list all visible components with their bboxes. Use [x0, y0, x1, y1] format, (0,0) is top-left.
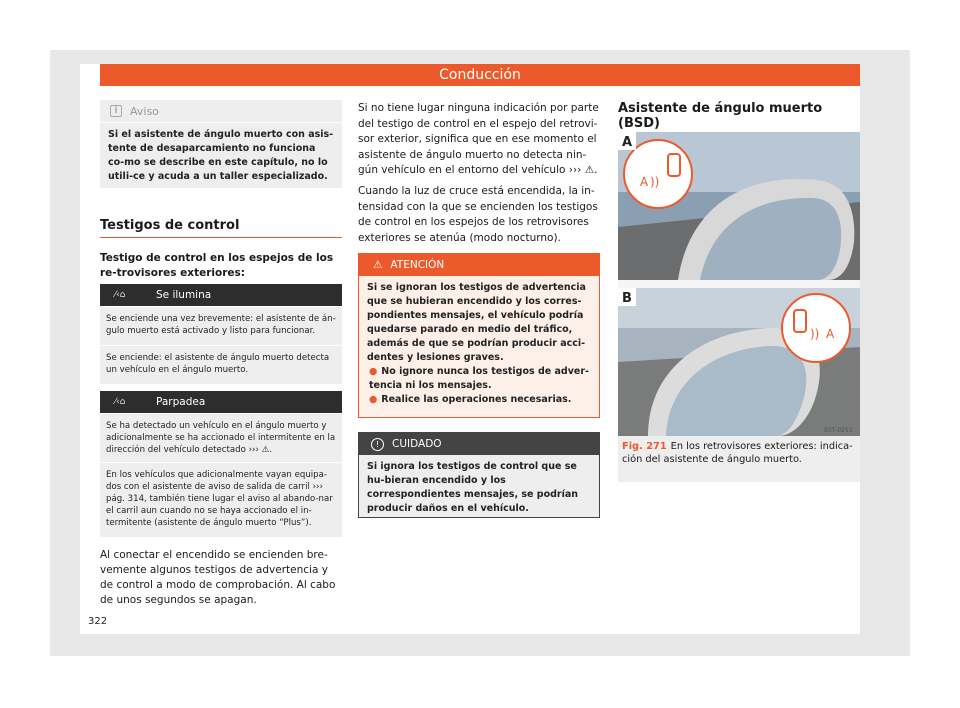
table-row: Se enciende una vez brevemente: el asistente de án-gulo muerto está activado y listo para funcionar.: [100, 307, 342, 345]
cuidado-box: [358, 432, 600, 518]
figure-code: B5T-0253: [824, 427, 853, 434]
atencion-title: ATENCIÓN: [390, 259, 445, 271]
info-icon: i: [110, 105, 122, 117]
figure-caption: [618, 436, 860, 482]
table-row: En los vehículos que adicionalmente vayan equipa-dos con el asistente de aviso de salida de carril ››› pág. 314, también tiene lugar el aviso al abando-nar el carril aun cuando no se haya accionado el in-termitente (asistente de ángulo muerto “Plus”).: [100, 463, 342, 537]
svg-text:A: A: [826, 327, 835, 341]
section-intro: Testigo de control en los espejos de los re-trovisores exteriores:: [100, 252, 334, 279]
section-title-testigos: Testigos de control: [100, 218, 342, 238]
cuidado-text: Si ignora los testigos de control que se hu-bieran encendido y los correspondientes mensajes, se podrían producir daños en el vehículo.: [367, 461, 579, 514]
chapter-header: Conducción: [100, 64, 860, 86]
aviso-text: Si el asistente de ángulo muerto con asis-tente de desaparcamiento no funciona co-mo se describe en este capítulo, no lo utili-ce y acuda a un taller especializado.: [108, 129, 334, 182]
svg-text:)): )): [650, 175, 660, 189]
aviso-box: [100, 100, 342, 188]
table-header-ilumina: [100, 284, 342, 306]
table-heading: Se ilumina: [156, 289, 212, 301]
exclamation-circle-icon: !: [371, 438, 384, 451]
page-number: 322: [88, 616, 108, 627]
atencion-bullet-text: Realice las operaciones necesarias.: [381, 394, 572, 405]
atencion-bullet: ● Realice las operaciones necesarias.: [369, 394, 572, 405]
figure-mirrors: [618, 132, 860, 436]
section-title-bsd: Asistente de ángulo muerto (BSD): [618, 101, 860, 137]
svg-text:A: A: [640, 175, 649, 189]
cuidado-title: CUIDADO: [392, 438, 442, 450]
callout-circle-a: [624, 140, 692, 208]
table-row: Se enciende: el asistente de ángulo muerto detecta un vehículo en el ángulo muerto.: [100, 346, 342, 384]
table-row: Se ha detectado un vehículo en el ángulo muerto y adicionalmente se ha accionado el intermitente en la dirección del vehículo detectado ››› ⚠.: [100, 414, 342, 462]
table-heading: Parpadea: [156, 396, 206, 408]
blind-spot-warning-icon: ⁄‹⌂: [114, 397, 126, 407]
atencion-header: [359, 254, 599, 276]
paragraph: Cuando la luz de cruce está encendida, la in-tensidad con la que se encienden los testigos de control en los espejos de los retrovisores exteriores se atenúa (modo nocturno).: [358, 185, 598, 244]
aviso-title: Aviso: [130, 104, 159, 118]
atencion-bullet-text: No ignore nunca los testigos de adver-tencia ni los mensajes.: [369, 366, 589, 391]
atencion-text: Si se ignoran los testigos de advertencia que se hubieran encendido y los corres-pondientes mensajes, el vehículo podría quedarse parado en medio del tráfico, además de que se podrían producir acci-dentes y lesiones graves.: [367, 282, 586, 363]
figure-label-a: A: [622, 135, 633, 150]
figure-number: Fig. 271: [622, 441, 667, 452]
table-header-parpadea: [100, 391, 342, 413]
atencion-bullet: ● No ignore nunca los testigos de adver-tencia ni los mensajes.: [369, 366, 589, 391]
atencion-body: [359, 276, 599, 412]
atencion-box: [358, 253, 600, 418]
svg-text:)): )): [810, 327, 820, 341]
warning-triangle-icon: ⚠: [373, 259, 383, 271]
figure-caption-text: En los retrovisores exteriores: indica-ción del asistente de ángulo muerto.: [622, 441, 853, 465]
aviso-header: [100, 100, 342, 123]
cuidado-header: [359, 433, 599, 455]
paragraph: Si no tiene lugar ninguna indicación por parte del testigo de control en el espejo del retrovi-sor exterior, significa que en ese momento el asistente de ángulo muerto no detecta nin-gún vehículo en el entorno del vehículo ››› ⚠.: [358, 102, 599, 176]
blind-spot-warning-icon: ⁄‹⌂: [114, 290, 126, 300]
figure-label-b: B: [622, 291, 632, 306]
closing-paragraph: Al conectar el encendido se encienden bre-vemente algunos testigos de advertencia y de control a modo de comprobación. Al cabo de unos segundos se apagan.: [100, 549, 336, 606]
